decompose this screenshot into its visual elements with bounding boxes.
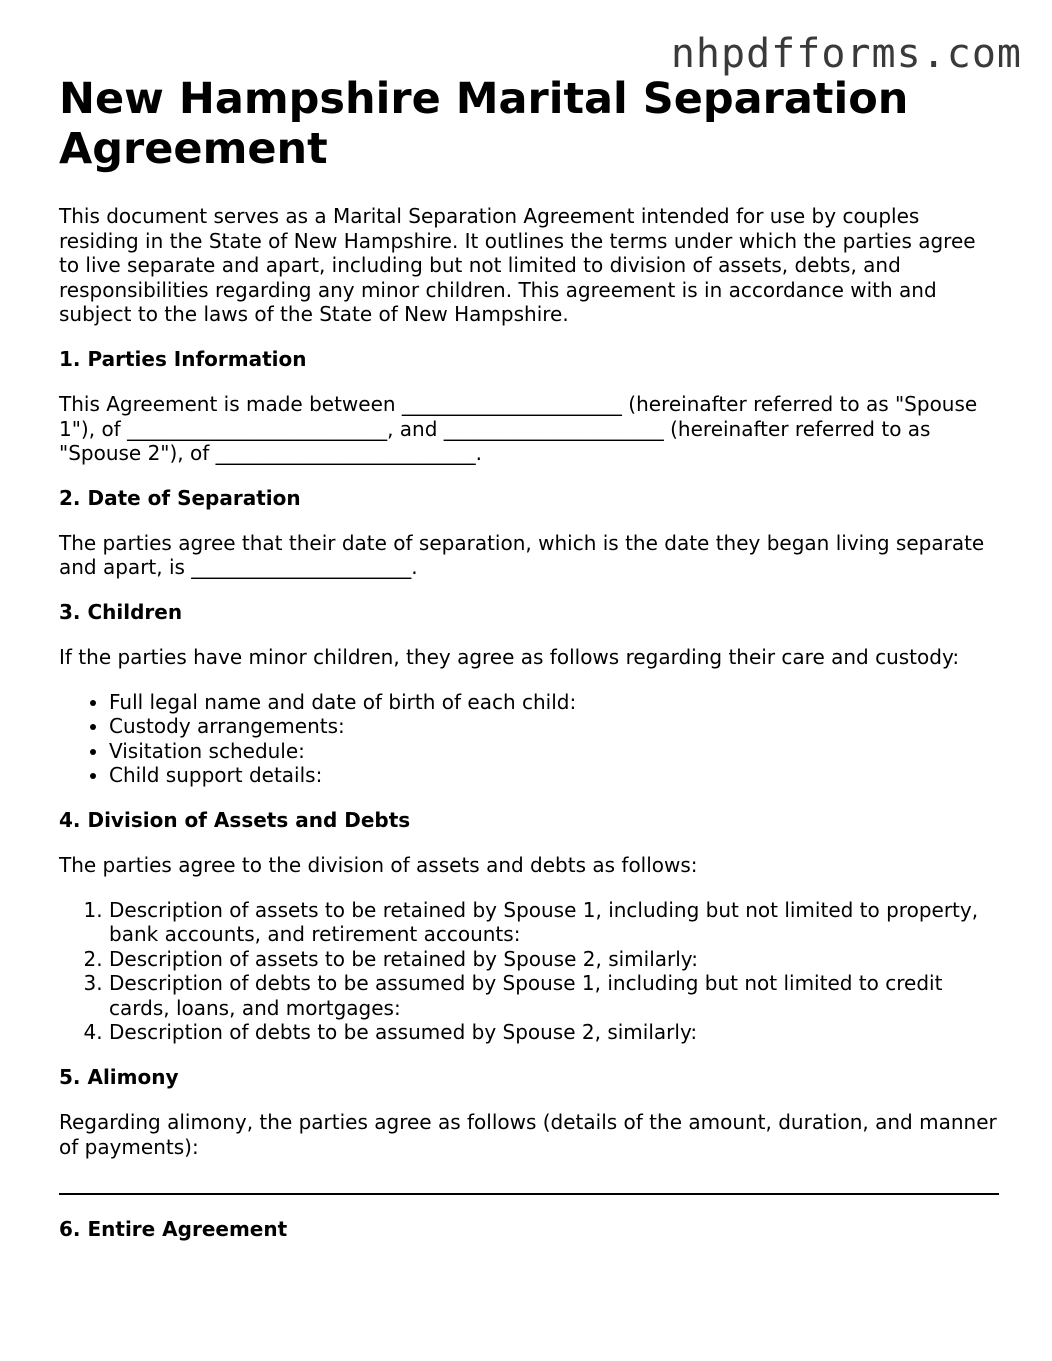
parties-paragraph: This Agreement is made between ______________________ (hereinafter referred to as "Spouse 1"), of __________________________, and ______________________ (hereinafter referred to as "Spouse 2"), of __________________________.: [59, 391, 978, 466]
children-paragraph: If the parties have minor children, they agree as follows regarding their care and custody:: [59, 644, 960, 669]
document-page: [59, 74, 999, 1241]
section-heading-children: 3. Children: [59, 599, 183, 624]
section-heading-alimony: 5. Alimony: [59, 1065, 179, 1090]
list-item: • Visitation schedule:: [109, 739, 999, 764]
list-item: • Child support details:: [109, 763, 999, 788]
list-item: 1. Description of assets to be retained by Spouse 1, including but not limited to property, bank accounts, and retirement accounts:: [109, 898, 999, 947]
section-heading-assets-debts: 4. Division of Assets and Debts: [59, 807, 411, 832]
assets-debts-paragraph: The parties agree to the division of assets and debts as follows:: [59, 852, 698, 877]
alimony-paragraph: Regarding alimony, the parties agree as follows (details of the amount, duration, and manner of payments):: [59, 1110, 997, 1159]
section-heading-date-of-separation: 2. Date of Separation: [59, 485, 301, 510]
intro-paragraph: This document serves as a Marital Separation Agreement intended for use by couples residing in the State of New Hampshire. It outlines the terms under which the parties agree to live separate and apart, including but not limited to division of assets, debts, and responsibilities regarding any minor children. This agreement is in accordance with and subject to the laws of the State of New Hampshire.: [59, 204, 976, 327]
alimony-blank-line: [59, 1193, 999, 1195]
assets-debts-list: [59, 898, 999, 1046]
list-item: 3. Description of debts to be assumed by Spouse 1, including but not limited to credit cards, loans, and mortgages:: [109, 971, 999, 1020]
section-heading-entire-agreement: 6. Entire Agreement: [59, 1217, 288, 1242]
list-item: 2. Description of assets to be retained by Spouse 2, similarly:: [109, 947, 999, 972]
watermark: nhpdfforms.com: [670, 31, 1022, 77]
document-title: New Hampshire Marital Separation Agreement: [59, 74, 909, 174]
separation-date-paragraph: The parties agree that their date of separation, which is the date they began living separate and apart, is ______________________.: [59, 530, 985, 580]
list-item: • Custody arrangements:: [109, 714, 999, 739]
section-heading-parties: 1. Parties Information: [59, 346, 307, 371]
list-item: 4. Description of debts to be assumed by Spouse 2, similarly:: [109, 1020, 999, 1045]
children-list: [59, 690, 999, 788]
list-item: • Full legal name and date of birth of each child:: [109, 690, 999, 715]
